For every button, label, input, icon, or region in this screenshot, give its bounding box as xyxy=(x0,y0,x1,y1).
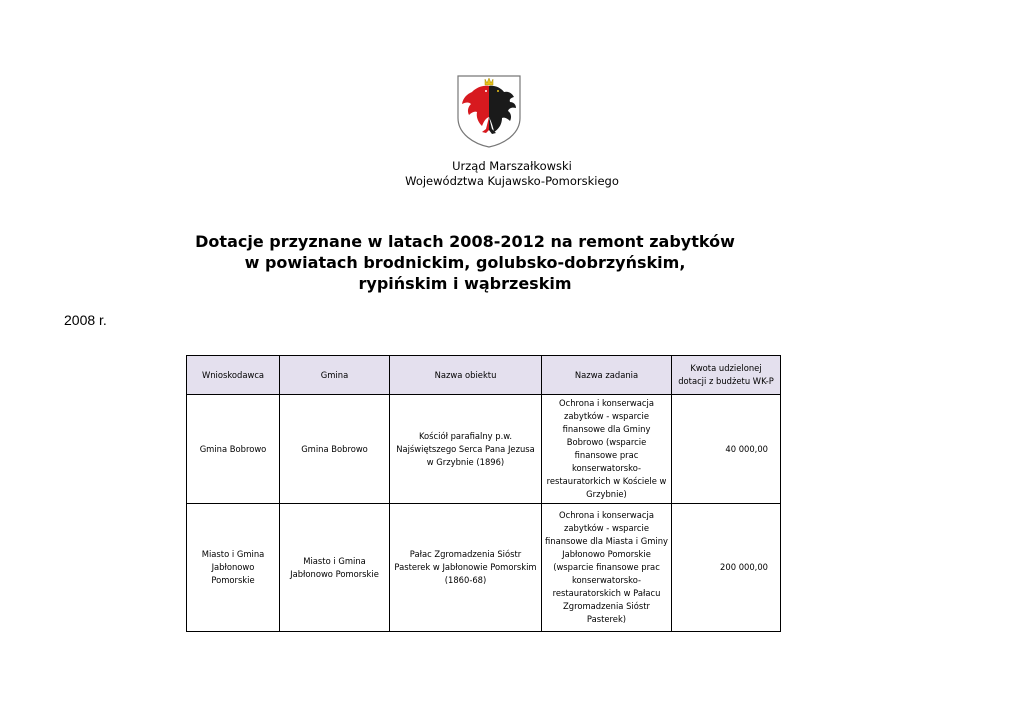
cell-amount: 200 000,00 xyxy=(672,504,781,632)
cell-municipality: Gmina Bobrowo xyxy=(280,395,390,504)
cell-object: Pałac Zgromadzenia Sióstr Pasterek w Jabłonowie Pomorskim (1860-68) xyxy=(390,504,542,632)
column-header-municipality: Gmina xyxy=(280,356,390,395)
cell-task: Ochrona i konserwacja zabytków - wsparcie finansowe dla Miasta i Gminy Jabłonowo Pomorskie (wsparcie finansowe prac konserwatorsko-restauratorskich w Pałacu Zgromadzenia Sióstr Pasterek) xyxy=(542,504,672,632)
cell-municipality: Miasto i Gmina Jabłonowo Pomorskie xyxy=(280,504,390,632)
column-header-applicant: Wnioskodawca xyxy=(187,356,280,395)
column-header-amount: Kwota udzielonej dotacji z budżetu WK-P xyxy=(672,356,781,395)
year-label: 2008 r. xyxy=(64,312,107,328)
cell-task: Ochrona i konserwacja zabytków - wsparcie finansowe dla Gminy Bobrowo (wsparcie finansowe prac konserwatorsko-restauratorkich w Kościele w Grzybnie) xyxy=(542,395,672,504)
column-header-task: Nazwa zadania xyxy=(542,356,672,395)
cell-amount: 40 000,00 xyxy=(672,395,781,504)
cell-applicant: Miasto i Gmina Jabłonowo Pomorskie xyxy=(187,504,280,632)
title-line-3: rypińskim i wąbrzeskim xyxy=(358,274,572,293)
title-line-2: w powiatach brodnickim, golubsko-dobrzyńskim, xyxy=(244,253,686,272)
document-title xyxy=(0,231,930,294)
grants-table xyxy=(186,355,781,632)
cell-applicant: Gmina Bobrowo xyxy=(187,395,280,504)
office-line-1: Urząd Marszałkowski xyxy=(452,159,572,173)
title-line-1: Dotacje przyznane w latach 2008-2012 na remont zabytków xyxy=(195,232,735,251)
column-header-object: Nazwa obiektu xyxy=(390,356,542,395)
coat-of-arms-icon xyxy=(456,74,522,148)
cell-object: Kościół parafialny p.w. Najświętszego Serca Pana Jezusa w Grzybnie (1896) xyxy=(390,395,542,504)
table-row xyxy=(187,504,781,632)
issuing-office xyxy=(0,159,1024,189)
table-row xyxy=(187,395,781,504)
office-line-2: Województwa Kujawsko-Pomorskiego xyxy=(405,174,619,188)
table-header-row xyxy=(187,356,781,395)
